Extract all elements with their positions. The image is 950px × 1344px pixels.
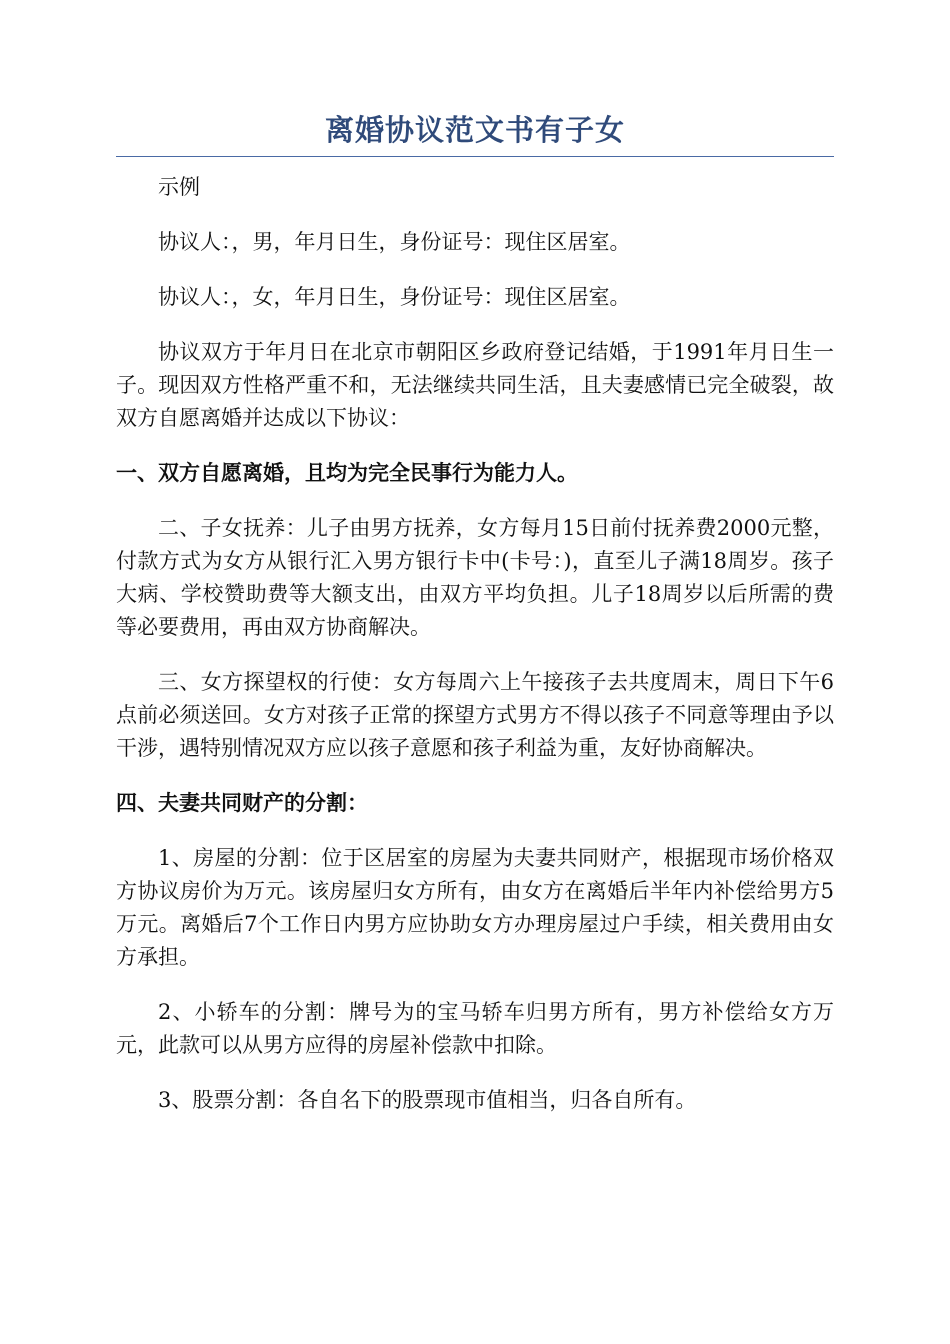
paragraph-party-female: 协议人：，女，年月日生，身份证号：现住区居室。 — [158, 285, 631, 309]
clause-car-division: 2、小轿车的分割：牌号为的宝马轿车归男方所有，男方补偿给女方万元，此款可以从男方应得的房屋补偿款中扣除。 — [116, 1000, 834, 1057]
document-title: 离婚协议范文书有子女 — [324, 113, 625, 147]
paragraph-preamble: 协议双方于年月日在北京市朝阳区乡政府登记结婚，于1991年月日生一子。现因双方性格严重不和，无法继续共同生活，且夫妻感情已完全破裂，故双方自愿离婚并达成以下协议： — [116, 340, 834, 430]
clause-heading-1: 一、双方自愿离婚，且均为完全民事行为能力人。 — [116, 461, 578, 485]
paragraph-example-label: 示例 — [158, 175, 200, 199]
clause-heading-4: 四、夫妻共同财产的分割： — [116, 791, 368, 815]
paragraph-party-male: 协议人：，男，年月日生，身份证号：现住区居室。 — [158, 230, 631, 254]
clause-house-division: 1、房屋的分割：位于区居室的房屋为夫妻共同财产，根据现市场价格双方协议房价为万元。该房屋归女方所有，由女方在离婚后半年内补偿给男方5万元。离婚后7个工作日内男方应协助女方办理房屋过户手续，相关费用由女方承担。 — [116, 846, 834, 969]
clause-stock-division: 3、股票分割：各自名下的股票现市值相当，归各自所有。 — [158, 1088, 697, 1112]
document-page — [116, 108, 834, 1139]
clause-visitation-rights: 三、女方探望权的行使：女方每周六上午接孩子去共度周末，周日下午6点前必须送回。女方对孩子正常的探望方式男方不得以孩子不同意等理由予以干涉，遇特别情况双方应以孩子意愿和孩子利益为重，友好协商解决。 — [116, 670, 834, 760]
title-underline — [116, 156, 834, 157]
clause-child-custody: 二、子女抚养：儿子由男方抚养，女方每月15日前付抚养费2000元整，付款方式为女方从银行汇入男方银行卡中(卡号：)，直至儿子满18周岁。孩子大病、学校赞助费等大额支出，由双方平均负担。儿子18周岁以后所需的费等必要费用，再由双方协商解决。 — [116, 516, 834, 639]
